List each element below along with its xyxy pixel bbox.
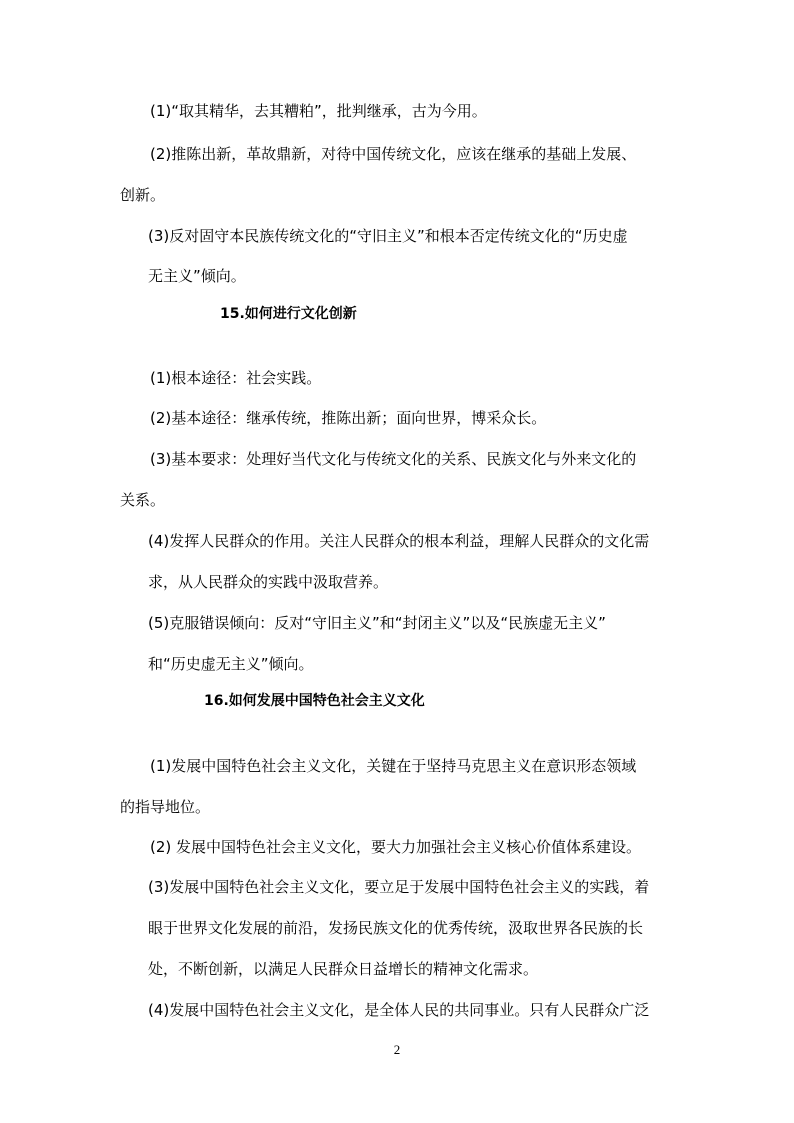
- text-line: 关系。: [120, 491, 166, 509]
- text-line: (5)克服错误倾向：反对“守旧主义”和“封闭主义”以及“民族虚无主义”: [148, 614, 606, 632]
- text-line: (4)发挥人民群众的作用。关注人民群众的根本利益，理解人民群众的文化需: [148, 532, 650, 550]
- text-line: (1)发展中国特色社会主义文化，关键在于坚持马克思主义在意识形态领域: [150, 757, 637, 775]
- text-line: 求，从人民群众的实践中汲取营养。: [148, 573, 389, 591]
- text-line: (3)反对固守本民族传统文化的“守旧主义”和根本否定传统文化的“历史虚: [148, 227, 628, 245]
- text-line: 无主义”倾向。: [148, 267, 246, 285]
- text-line: 和“历史虚无主义”倾向。: [148, 655, 314, 673]
- text-line: (1)根本途径：社会实践。: [150, 369, 322, 387]
- text-line: (1)“取其精华，去其糟粕”，批判继承，古为今用。: [150, 102, 487, 120]
- text-line: 处，不断创新，以满足人民群众日益增长的精神文化需求。: [148, 960, 539, 978]
- section-heading: 15.如何进行文化创新: [220, 306, 357, 322]
- page-number: 2: [393, 1042, 401, 1057]
- section-heading: 16.如何发展中国特色社会主义文化: [204, 693, 425, 709]
- text-line: (2) 发展中国特色社会主义文化，要大力加强社会主义核心价值体系建设。: [150, 838, 642, 856]
- text-line: 创新。: [120, 186, 166, 204]
- text-line: (3)发展中国特色社会主义文化，要立足于发展中国特色社会主义的实践，着: [148, 878, 650, 896]
- text-line: (2)基本途径：继承传统，推陈出新；面向世界，博采众长。: [150, 409, 547, 427]
- text-line: (3)基本要求：处理好当代文化与传统文化的关系、民族文化与外来文化的: [150, 450, 637, 468]
- text-line: 的指导地位。: [120, 798, 211, 816]
- text-line: 眼于世界文化发展的前沿，发扬民族文化的优秀传统，汲取世界各民族的长: [148, 919, 644, 937]
- text-line: (4)发展中国特色社会主义文化，是全体人民的共同事业。只有人民群众广泛: [148, 1001, 650, 1019]
- text-line: (2)推陈出新，革故鼎新，对待中国传统文化，应该在继承的基础上发展、: [150, 145, 637, 163]
